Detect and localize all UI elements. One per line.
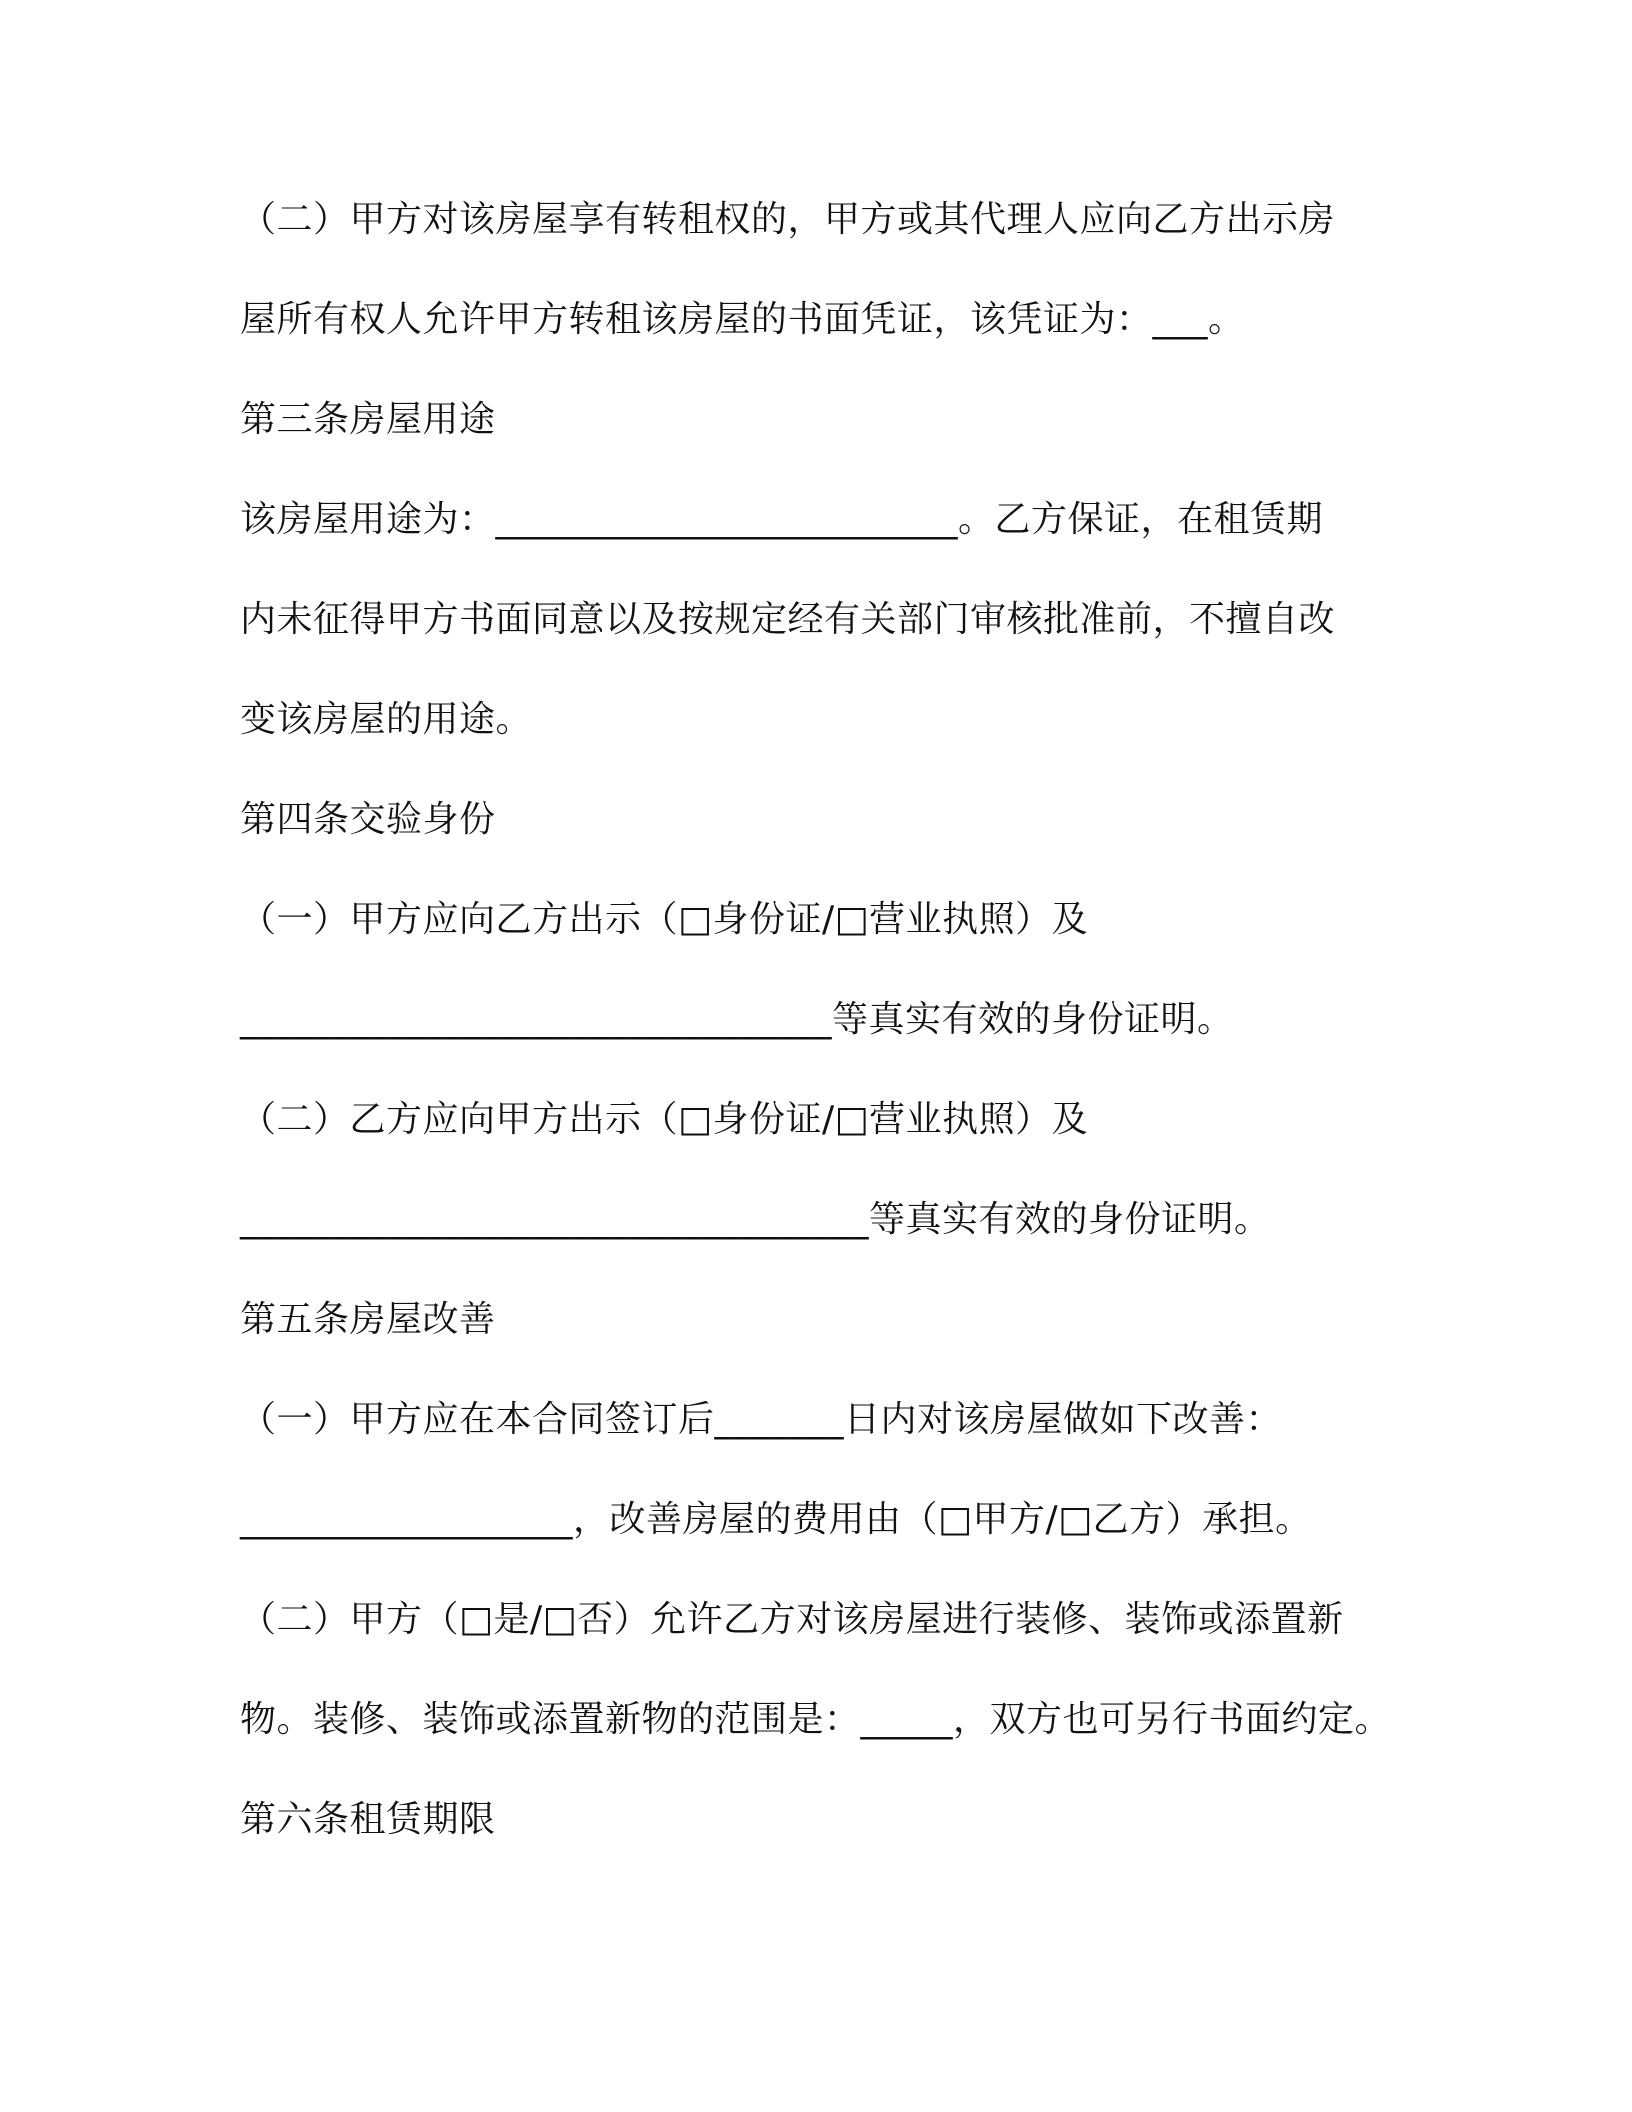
clause-5-2-line-1: （二）甲方（□是/□否）允许乙方对该房屋进行装修、装饰或添置新 (240, 1599, 1344, 1640)
clause-4-1-line-2: ________________________________等真实有效的身份证明。 (240, 999, 1234, 1040)
clause-2-2-line-1: （二）甲方对该房屋享有转租权的，甲方或其代理人应向乙方出示房 (240, 199, 1336, 240)
clause-4-2-line-2: __________________________________等真实有效的身份证明。 (240, 1199, 1271, 1240)
clause-4-2-line-1: （二）乙方应向甲方出示（□身份证/□营业执照）及 (240, 1099, 1089, 1140)
article-3-heading: 第三条房屋用途 (240, 399, 496, 440)
article-6-heading: 第六条租赁期限 (240, 1799, 496, 1840)
clause-5-1-line-1: （一）甲方应在本合同签订后_______日内对该房屋做如下改善： (240, 1399, 1283, 1440)
article-5-heading: 第五条房屋改善 (240, 1299, 496, 1340)
clause-4-1-line-1: （一）甲方应向乙方出示（□身份证/□营业执照）及 (240, 899, 1089, 940)
clause-5-1-line-2: __________________，改善房屋的费用由（□甲方/□乙方）承担。 (240, 1499, 1312, 1540)
article-4-heading: 第四条交验身份 (240, 799, 496, 840)
article-3-line-2: 内未征得甲方书面同意以及按规定经有关部门审核批准前，不擅自改 (240, 599, 1336, 640)
clause-5-2-line-2: 物。装修、装饰或添置新物的范围是：_____，双方也可另行书面约定。 (240, 1699, 1392, 1740)
article-3-line-3: 变该房屋的用途。 (240, 699, 533, 740)
article-3-line-1: 该房屋用途为：_________________________。乙方保证，在租赁期 (240, 499, 1324, 540)
clause-2-2-line-2: 屋所有权人允许甲方转租该房屋的书面凭证，该凭证为：___。 (240, 299, 1245, 340)
